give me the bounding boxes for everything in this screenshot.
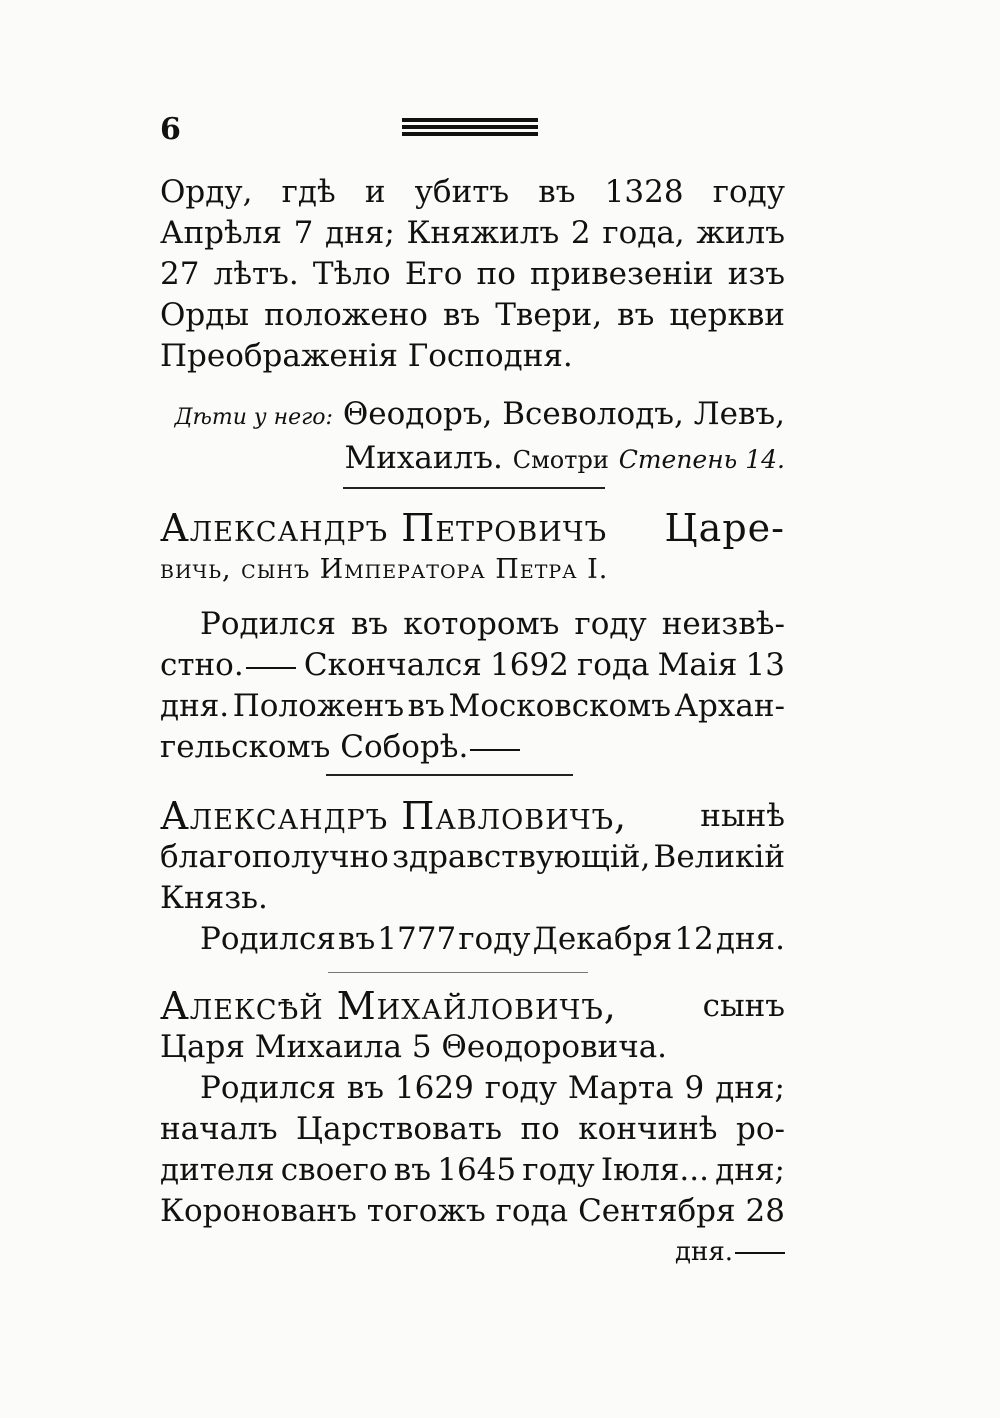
children-block (160, 394, 785, 481)
separator-rule (326, 774, 573, 776)
children-line (160, 438, 785, 481)
entry-alexander-pavlovich (160, 796, 785, 960)
text-line: 27 лѣтъ. Тѣло Его по привезенiи изъ (160, 256, 785, 292)
text-line: Родился въ 1629 году Марта 9 дня; (200, 1070, 785, 1106)
children-line (160, 394, 785, 438)
entry-continuation (160, 172, 785, 377)
page-number: 6 (160, 112, 181, 147)
entry-name: Алексѣй Михайловичъ, (160, 984, 617, 1028)
entry-alexander-petrovich (160, 508, 785, 768)
entry-alexei-mikhailovich (160, 986, 785, 1273)
text-line: Родился въ которомъ году неизвѣ- (200, 606, 785, 642)
text-line: Князь. (160, 880, 268, 916)
text-line: гельскомъ Соборѣ. (160, 727, 785, 768)
separator-rule (343, 487, 605, 489)
children-names: Θеодоръ, Всеволодъ, Левъ, (342, 396, 785, 432)
text-line: началъ Царствовать по кончинѣ ро- (160, 1111, 785, 1147)
see-reference: Степень 14. (618, 445, 785, 474)
header-ornament (402, 118, 538, 139)
text-line: стно. Скончался 1692 года Маiя 13 (160, 647, 785, 683)
text-line: Орды положено въ Твери, въ церкви (160, 297, 785, 333)
entry-name: Александръ Петровичъ (160, 506, 608, 550)
text-line: Коронованъ тогожъ года Сентября 28 (160, 1193, 785, 1229)
separator-rule (328, 972, 588, 973)
text-line: дителя своего въ 1645 году Iюля... дня; (160, 1152, 785, 1188)
text-line: благополучно здравствующiй, Великiй (160, 839, 785, 875)
entry-subtitle: вичь, сынъ Императора Петра I. (160, 554, 609, 585)
text-line: Родился въ 1777 году Декабря 12 дня. (200, 921, 785, 957)
entry-subtitle: Царя Михаила 5 Θеодоровича. (160, 1029, 668, 1065)
text-line: Преображенiя Господня. (160, 338, 573, 374)
children-label: Дѣти у него: (174, 405, 333, 430)
entry-name: Александръ Павловичъ, (160, 794, 628, 838)
text-line: Орду, гдѣ и убитъ въ 1328 году (160, 174, 785, 210)
entry-heading: Алексѣй Михайловичъ, сынъ (160, 984, 785, 1028)
entry-heading: Александръ Петровичъ Царе- (160, 506, 785, 550)
text-line: дня. (160, 1232, 785, 1273)
text-line: дня. Положенъ въ Московскомъ Архан- (160, 688, 785, 724)
entry-heading: Александръ Павловичъ, нынѣ (160, 794, 785, 838)
see-label: Смотри (512, 446, 609, 474)
text-line: Апрѣля 7 дня; Княжилъ 2 года, жилъ (160, 215, 785, 251)
children-names-2: Михаилъ. (344, 440, 503, 476)
